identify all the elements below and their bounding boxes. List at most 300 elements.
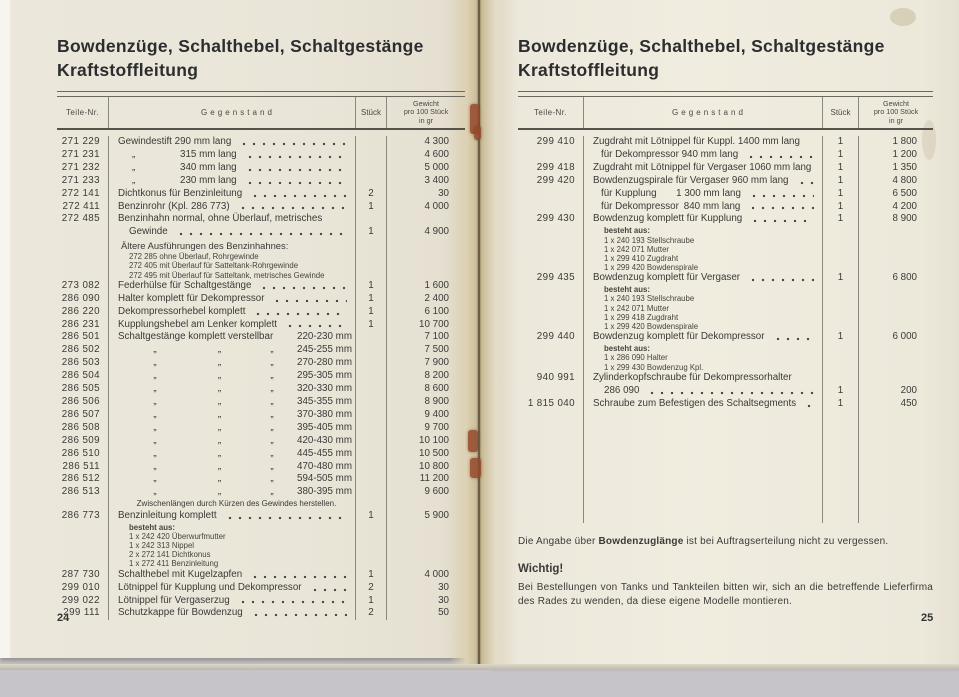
weight-cell xyxy=(859,344,933,353)
quantity-cell: 1 xyxy=(355,293,387,306)
item-description: Federhülse für Schaltgestänge xyxy=(118,279,252,291)
weight-cell xyxy=(859,226,933,235)
part-number-cell: 286 506 xyxy=(57,396,109,409)
item-size: 370-380 mm xyxy=(297,408,352,420)
component-line: 1 x 299 430 Bowdenzug Kpl. xyxy=(604,362,704,372)
column-header-item: Gegenstand xyxy=(201,108,276,117)
description-cell xyxy=(584,272,822,285)
staple-mark xyxy=(470,458,481,478)
table-row xyxy=(518,226,933,235)
item-description: Gewindestift 290 mm lang xyxy=(118,136,232,147)
quantity-cell: 1 xyxy=(822,188,859,201)
weight-cell: 450 xyxy=(900,397,917,409)
weight-cell: 8 900 xyxy=(424,396,449,408)
quantity-cell: 1 xyxy=(822,149,859,162)
weight-cell: 1 350 xyxy=(892,161,917,173)
part-number-cell xyxy=(518,201,584,214)
weight-cell: 7 900 xyxy=(424,357,449,369)
description-line xyxy=(593,385,822,398)
part-number-cell: 286 220 xyxy=(57,306,109,319)
quantity-cell xyxy=(355,252,387,261)
description-cell xyxy=(109,136,355,149)
description-cell xyxy=(109,422,355,435)
item-description: Lötnippel für Kupplung und Dekompressor xyxy=(118,581,302,593)
quantity-cell xyxy=(355,461,387,474)
weight-cell xyxy=(387,559,465,568)
ditto-mark: „ xyxy=(217,408,222,420)
description-cell xyxy=(109,271,355,280)
part-number-cell xyxy=(518,411,584,523)
description-cell xyxy=(584,344,822,353)
part-number-cell xyxy=(518,245,584,254)
weight-cell xyxy=(859,294,933,303)
weight-cell xyxy=(859,322,933,331)
quantity-cell xyxy=(355,370,387,383)
parts-table xyxy=(57,91,465,620)
weight-cell xyxy=(859,411,933,523)
part-number-cell: 286 505 xyxy=(57,383,109,396)
quantity-cell xyxy=(355,271,387,280)
description-cell xyxy=(109,569,355,582)
item-description: Zylinderkopfschraube für Dekompressorhalter xyxy=(593,371,792,383)
table-row xyxy=(57,461,465,474)
description-line xyxy=(118,226,355,239)
left-page-content xyxy=(57,34,465,620)
dot-leader xyxy=(239,142,347,146)
weight-header-line: in gr xyxy=(889,115,903,125)
dot-leader xyxy=(647,391,814,395)
weight-cell xyxy=(387,523,465,532)
table-row xyxy=(57,162,465,175)
part-number-cell xyxy=(518,254,584,263)
part-number-cell: 299 111 xyxy=(57,607,109,620)
part-number-cell xyxy=(518,353,584,362)
description-cell xyxy=(109,396,355,409)
table-header-row xyxy=(57,97,465,128)
item-size: 320-330 mm xyxy=(297,383,352,395)
weight-cell: 9 700 xyxy=(424,421,449,433)
ditto-mark: „ xyxy=(153,447,157,459)
table-row xyxy=(57,383,465,396)
item-description: für Dekompressor 840 mm lang xyxy=(601,200,741,212)
ditto-mark: „ xyxy=(132,148,136,160)
ditto-mark: „ xyxy=(270,473,274,485)
item-description: Dekompressorhebel komplett xyxy=(118,305,246,317)
weight-header-line: in gr xyxy=(419,115,433,125)
table-row xyxy=(518,162,933,175)
quantity-cell: 2 xyxy=(355,607,387,620)
ditto-mark: „ xyxy=(270,421,274,433)
table-body xyxy=(57,130,465,620)
table-row xyxy=(518,344,933,353)
ditto-mark: „ xyxy=(217,344,222,356)
component-line: 2 x 272 141 Dichtkonus xyxy=(129,550,211,560)
table-row xyxy=(57,510,465,523)
description-cell xyxy=(109,149,355,162)
weight-header-line: Gewicht xyxy=(883,98,909,108)
ditto-mark: „ xyxy=(153,370,157,382)
part-number-cell: 286 231 xyxy=(57,319,109,332)
weight-cell: 4 800 xyxy=(892,174,917,186)
weight-cell xyxy=(859,304,933,313)
item-description: Halter komplett für Dekompressor xyxy=(118,292,265,304)
part-number-cell xyxy=(57,499,109,510)
item-description: Dichtkonus für Benzinleitung xyxy=(118,187,243,199)
quantity-cell: 1 xyxy=(355,280,387,293)
ditto-mark: „ xyxy=(153,421,157,433)
order-length-note xyxy=(518,536,933,547)
dot-leader xyxy=(250,575,347,579)
column-header-item: Gegenstand xyxy=(672,108,747,117)
ditto-mark: „ xyxy=(153,383,157,395)
quantity-cell xyxy=(355,162,387,175)
quantity-cell xyxy=(355,357,387,370)
description-cell xyxy=(109,499,355,510)
ditto-mark: „ xyxy=(153,473,157,485)
item-description: Schutzkappe für Bowdenzug xyxy=(118,607,243,619)
description-cell xyxy=(109,595,355,608)
table-header-row xyxy=(518,97,933,128)
table-row xyxy=(57,252,465,261)
table-row xyxy=(57,175,465,188)
weight-cell xyxy=(387,252,465,261)
ditto-mark: „ xyxy=(217,486,222,498)
part-number-cell: 299 420 xyxy=(518,175,584,188)
column-header-weight xyxy=(859,97,933,128)
quantity-cell xyxy=(822,263,859,272)
weight-cell: 3 400 xyxy=(424,174,449,186)
weight-cell xyxy=(859,236,933,245)
quantity-cell xyxy=(822,344,859,353)
weight-cell xyxy=(387,499,465,510)
quantity-cell xyxy=(822,363,859,372)
description-cell xyxy=(109,261,355,270)
description-cell xyxy=(109,523,355,532)
weight-cell: 6 000 xyxy=(892,331,917,343)
page-title xyxy=(57,34,465,82)
weight-cell: 5 000 xyxy=(424,161,449,173)
item-description: Kupplungshebel am Lenker komplett xyxy=(118,318,278,330)
quantity-cell xyxy=(355,486,387,499)
weight-cell: 8 900 xyxy=(892,213,917,225)
item-description: Benzinrohr (Kpl. 286 773) xyxy=(118,200,230,212)
order-note-prefix: Die Angabe über xyxy=(518,535,599,547)
consists-of-label: besteht aus: xyxy=(604,344,650,354)
weight-header-line: Gewicht xyxy=(413,98,439,108)
description-cell xyxy=(584,322,822,331)
weight-cell xyxy=(859,263,933,272)
part-number-cell: 271 231 xyxy=(57,149,109,162)
weight-cell: 8 200 xyxy=(424,370,449,382)
weight-cell: 30 xyxy=(438,594,449,606)
description-cell xyxy=(584,236,822,245)
table-row xyxy=(57,582,465,595)
table-row xyxy=(518,322,933,331)
table-row xyxy=(57,569,465,582)
part-number-cell xyxy=(57,559,109,568)
part-number-cell: 271 233 xyxy=(57,175,109,188)
part-number-cell xyxy=(57,261,109,270)
footer-notes xyxy=(518,536,933,610)
dot-leader xyxy=(245,155,347,159)
quantity-cell: 1 xyxy=(355,319,387,332)
page-title-line2: Kraftstoffleitung xyxy=(57,60,199,80)
weight-cell: 1 200 xyxy=(892,148,917,160)
table-row xyxy=(57,271,465,280)
ditto-mark: „ xyxy=(270,460,274,472)
item-description: Benzinhahn normal, ohne Überlauf, metrisches xyxy=(118,213,323,225)
table-row xyxy=(57,319,465,332)
quantity-cell: 1 xyxy=(822,213,859,226)
weight-cell: 4 200 xyxy=(892,200,917,212)
ditto-mark: „ xyxy=(217,460,222,472)
part-number-cell: 299 440 xyxy=(518,331,584,344)
quantity-cell xyxy=(822,245,859,254)
description-cell xyxy=(109,409,355,422)
weight-header-line: pro 100 Stück xyxy=(403,107,449,117)
description-cell xyxy=(109,252,355,261)
part-number-cell: 299 022 xyxy=(57,595,109,608)
weight-cell: 2 400 xyxy=(424,292,449,304)
component-line: 272 495 mit Überlauf für Satteltank, metrisches Gewinde xyxy=(129,270,325,280)
dot-leader xyxy=(804,404,814,408)
quantity-cell xyxy=(355,473,387,486)
table-row xyxy=(57,550,465,559)
part-number-cell xyxy=(518,149,584,162)
weight-cell xyxy=(387,550,465,559)
table-row xyxy=(57,448,465,461)
weight-cell xyxy=(859,353,933,362)
table-row xyxy=(518,213,933,226)
ditto-mark: „ xyxy=(153,408,157,420)
component-line: 1 x 240 193 Stellschraube xyxy=(604,294,695,304)
quantity-cell xyxy=(822,285,859,294)
part-number-cell: 299 418 xyxy=(518,162,584,175)
description-cell xyxy=(584,353,822,362)
table-row xyxy=(518,331,933,344)
weight-cell: 10 500 xyxy=(419,447,449,459)
weight-cell: 6 100 xyxy=(424,305,449,317)
quantity-cell xyxy=(822,236,859,245)
part-number-cell: 286 508 xyxy=(57,422,109,435)
description-cell xyxy=(109,532,355,541)
part-number-cell: 286 513 xyxy=(57,486,109,499)
ditto-mark: „ xyxy=(217,434,222,446)
description-cell xyxy=(109,607,355,620)
dot-leader xyxy=(748,278,814,282)
description-cell xyxy=(584,411,822,523)
part-number-cell: 299 430 xyxy=(518,213,584,226)
component-line: 1 x 299 410 Zugdraht xyxy=(604,253,679,263)
weight-cell: 4 300 xyxy=(424,136,449,147)
description-cell xyxy=(584,398,822,411)
dot-leader xyxy=(749,194,814,198)
table-row xyxy=(57,293,465,306)
table-row xyxy=(57,435,465,448)
item-description: für Kupplung 1 300 mm lang xyxy=(601,187,741,199)
ditto-mark: „ xyxy=(153,486,157,498)
description-cell xyxy=(109,331,355,344)
weight-cell xyxy=(387,532,465,541)
weight-cell: 1 800 xyxy=(892,136,917,147)
weight-cell: 200 xyxy=(900,384,917,396)
dot-leader xyxy=(176,232,347,236)
quantity-cell: 2 xyxy=(355,188,387,201)
weight-cell: 7 500 xyxy=(424,344,449,356)
table-row xyxy=(518,136,933,149)
part-number-cell: 286 512 xyxy=(57,473,109,486)
ditto-mark: „ xyxy=(153,396,157,408)
description-cell xyxy=(109,461,355,474)
quantity-cell: 1 xyxy=(822,201,859,214)
description-cell xyxy=(584,188,822,201)
description-cell xyxy=(109,213,355,239)
component-line: 1 x 286 090 Halter xyxy=(604,353,668,363)
part-number-cell: 271 229 xyxy=(57,136,109,149)
description-cell xyxy=(109,188,355,201)
ditto-mark: „ xyxy=(270,396,274,408)
item-size: 220-230 mm xyxy=(297,331,352,343)
ditto-mark: „ xyxy=(153,357,157,369)
weight-cell: 6 800 xyxy=(892,272,917,284)
table-row xyxy=(518,245,933,254)
table-row xyxy=(518,175,933,188)
description-cell xyxy=(584,294,822,303)
weight-cell: 10 800 xyxy=(419,460,449,472)
quantity-cell xyxy=(355,448,387,461)
description-cell xyxy=(584,175,822,188)
table-row xyxy=(518,149,933,162)
quantity-cell: 1 xyxy=(822,162,859,175)
part-number-cell: 272 411 xyxy=(57,201,109,214)
component-line: 1 x 242 420 Überwurfmutter xyxy=(129,531,226,541)
weight-cell: 30 xyxy=(438,187,449,199)
consists-of-label: besteht aus: xyxy=(604,285,650,295)
dot-leader xyxy=(250,194,347,198)
weight-cell: 9 600 xyxy=(424,486,449,498)
part-number-cell xyxy=(518,226,584,235)
dot-leader xyxy=(225,516,347,520)
quantity-cell xyxy=(355,532,387,541)
table-row xyxy=(57,239,465,252)
quantity-cell xyxy=(355,175,387,188)
item-description: Benzinleitung komplett xyxy=(118,509,217,521)
quantity-cell xyxy=(822,254,859,263)
description-cell xyxy=(584,313,822,322)
part-number-cell: 286 773 xyxy=(57,510,109,523)
staple-mark xyxy=(468,430,478,452)
table-row xyxy=(518,188,933,201)
item-size: 315 mm lang xyxy=(180,148,237,160)
column-header-part: Teile-Nr. xyxy=(57,97,109,128)
item-size: 470-480 mm xyxy=(297,460,352,472)
item-size: 380-395 mm xyxy=(297,486,352,498)
part-number-cell: 286 503 xyxy=(57,357,109,370)
order-note-suffix: ist bei Auftragserteilung nicht zu vergessen. xyxy=(683,535,889,547)
table-row xyxy=(57,499,465,510)
table-row xyxy=(57,344,465,357)
component-line: 1 x 272 411 Benzinleitung xyxy=(129,559,219,569)
description-cell xyxy=(109,383,355,396)
quantity-cell xyxy=(355,550,387,559)
table-body xyxy=(518,130,933,523)
quantity-cell xyxy=(355,136,387,149)
weight-cell: 50 xyxy=(438,607,449,619)
weight-cell xyxy=(859,254,933,263)
description-cell xyxy=(584,226,822,235)
quantity-cell xyxy=(822,313,859,322)
part-number-cell: 286 510 xyxy=(57,448,109,461)
quantity-cell: 1 xyxy=(822,272,859,285)
table-row xyxy=(57,595,465,608)
table-row xyxy=(57,422,465,435)
ditto-mark: „ xyxy=(270,370,274,382)
quantity-cell: 1 xyxy=(822,175,859,188)
description-cell xyxy=(584,363,822,372)
quantity-cell xyxy=(355,239,387,252)
part-number-cell xyxy=(518,285,584,294)
description-cell xyxy=(584,245,822,254)
table-row xyxy=(57,473,465,486)
item-size: 395-405 mm xyxy=(297,421,352,433)
description-cell xyxy=(109,357,355,370)
item-size: 245-255 mm xyxy=(297,344,352,356)
ditto-mark: „ xyxy=(153,344,157,356)
part-number-cell xyxy=(57,532,109,541)
weight-cell xyxy=(387,271,465,280)
item-description: Gewinde xyxy=(129,226,168,238)
table-row xyxy=(518,294,933,303)
ditto-mark: „ xyxy=(270,434,274,446)
quantity-cell: 1 xyxy=(355,201,387,214)
quantity-cell: 1 xyxy=(355,569,387,582)
part-number-cell: 272 485 xyxy=(57,213,109,239)
quantity-cell: 1 xyxy=(355,213,387,239)
part-number-cell xyxy=(518,263,584,272)
dot-leader xyxy=(251,613,347,617)
table-row xyxy=(518,263,933,272)
quantity-cell xyxy=(822,353,859,362)
description-cell xyxy=(584,304,822,313)
part-number-cell: 299 410 xyxy=(518,136,584,149)
table-row xyxy=(57,201,465,214)
ditto-mark: „ xyxy=(270,357,274,369)
weight-cell: 7 100 xyxy=(424,331,449,343)
page-title-line1: Bowdenzüge, Schalthebel, Schaltgestänge xyxy=(518,36,885,56)
dot-leader xyxy=(245,168,347,172)
part-number-cell xyxy=(518,294,584,303)
table-row xyxy=(518,304,933,313)
column-header-part: Teile-Nr. xyxy=(518,97,584,128)
description-cell xyxy=(109,510,355,523)
table-row xyxy=(57,532,465,541)
important-heading: Wichtig! xyxy=(518,562,564,575)
weight-cell xyxy=(387,261,465,270)
page-title-line2: Kraftstoffleitung xyxy=(518,60,660,80)
table-row xyxy=(518,372,933,398)
table-row xyxy=(518,411,933,523)
item-description: 286 090 xyxy=(604,384,640,396)
ditto-mark: „ xyxy=(270,447,274,459)
description-cell xyxy=(109,448,355,461)
table-row xyxy=(57,357,465,370)
item-description: für Dekompressor 940 mm lang xyxy=(601,148,739,160)
weight-cell: 1 600 xyxy=(424,279,449,291)
part-number-cell xyxy=(57,541,109,550)
quantity-cell xyxy=(355,344,387,357)
part-number-cell xyxy=(57,252,109,261)
table-row xyxy=(518,285,933,294)
